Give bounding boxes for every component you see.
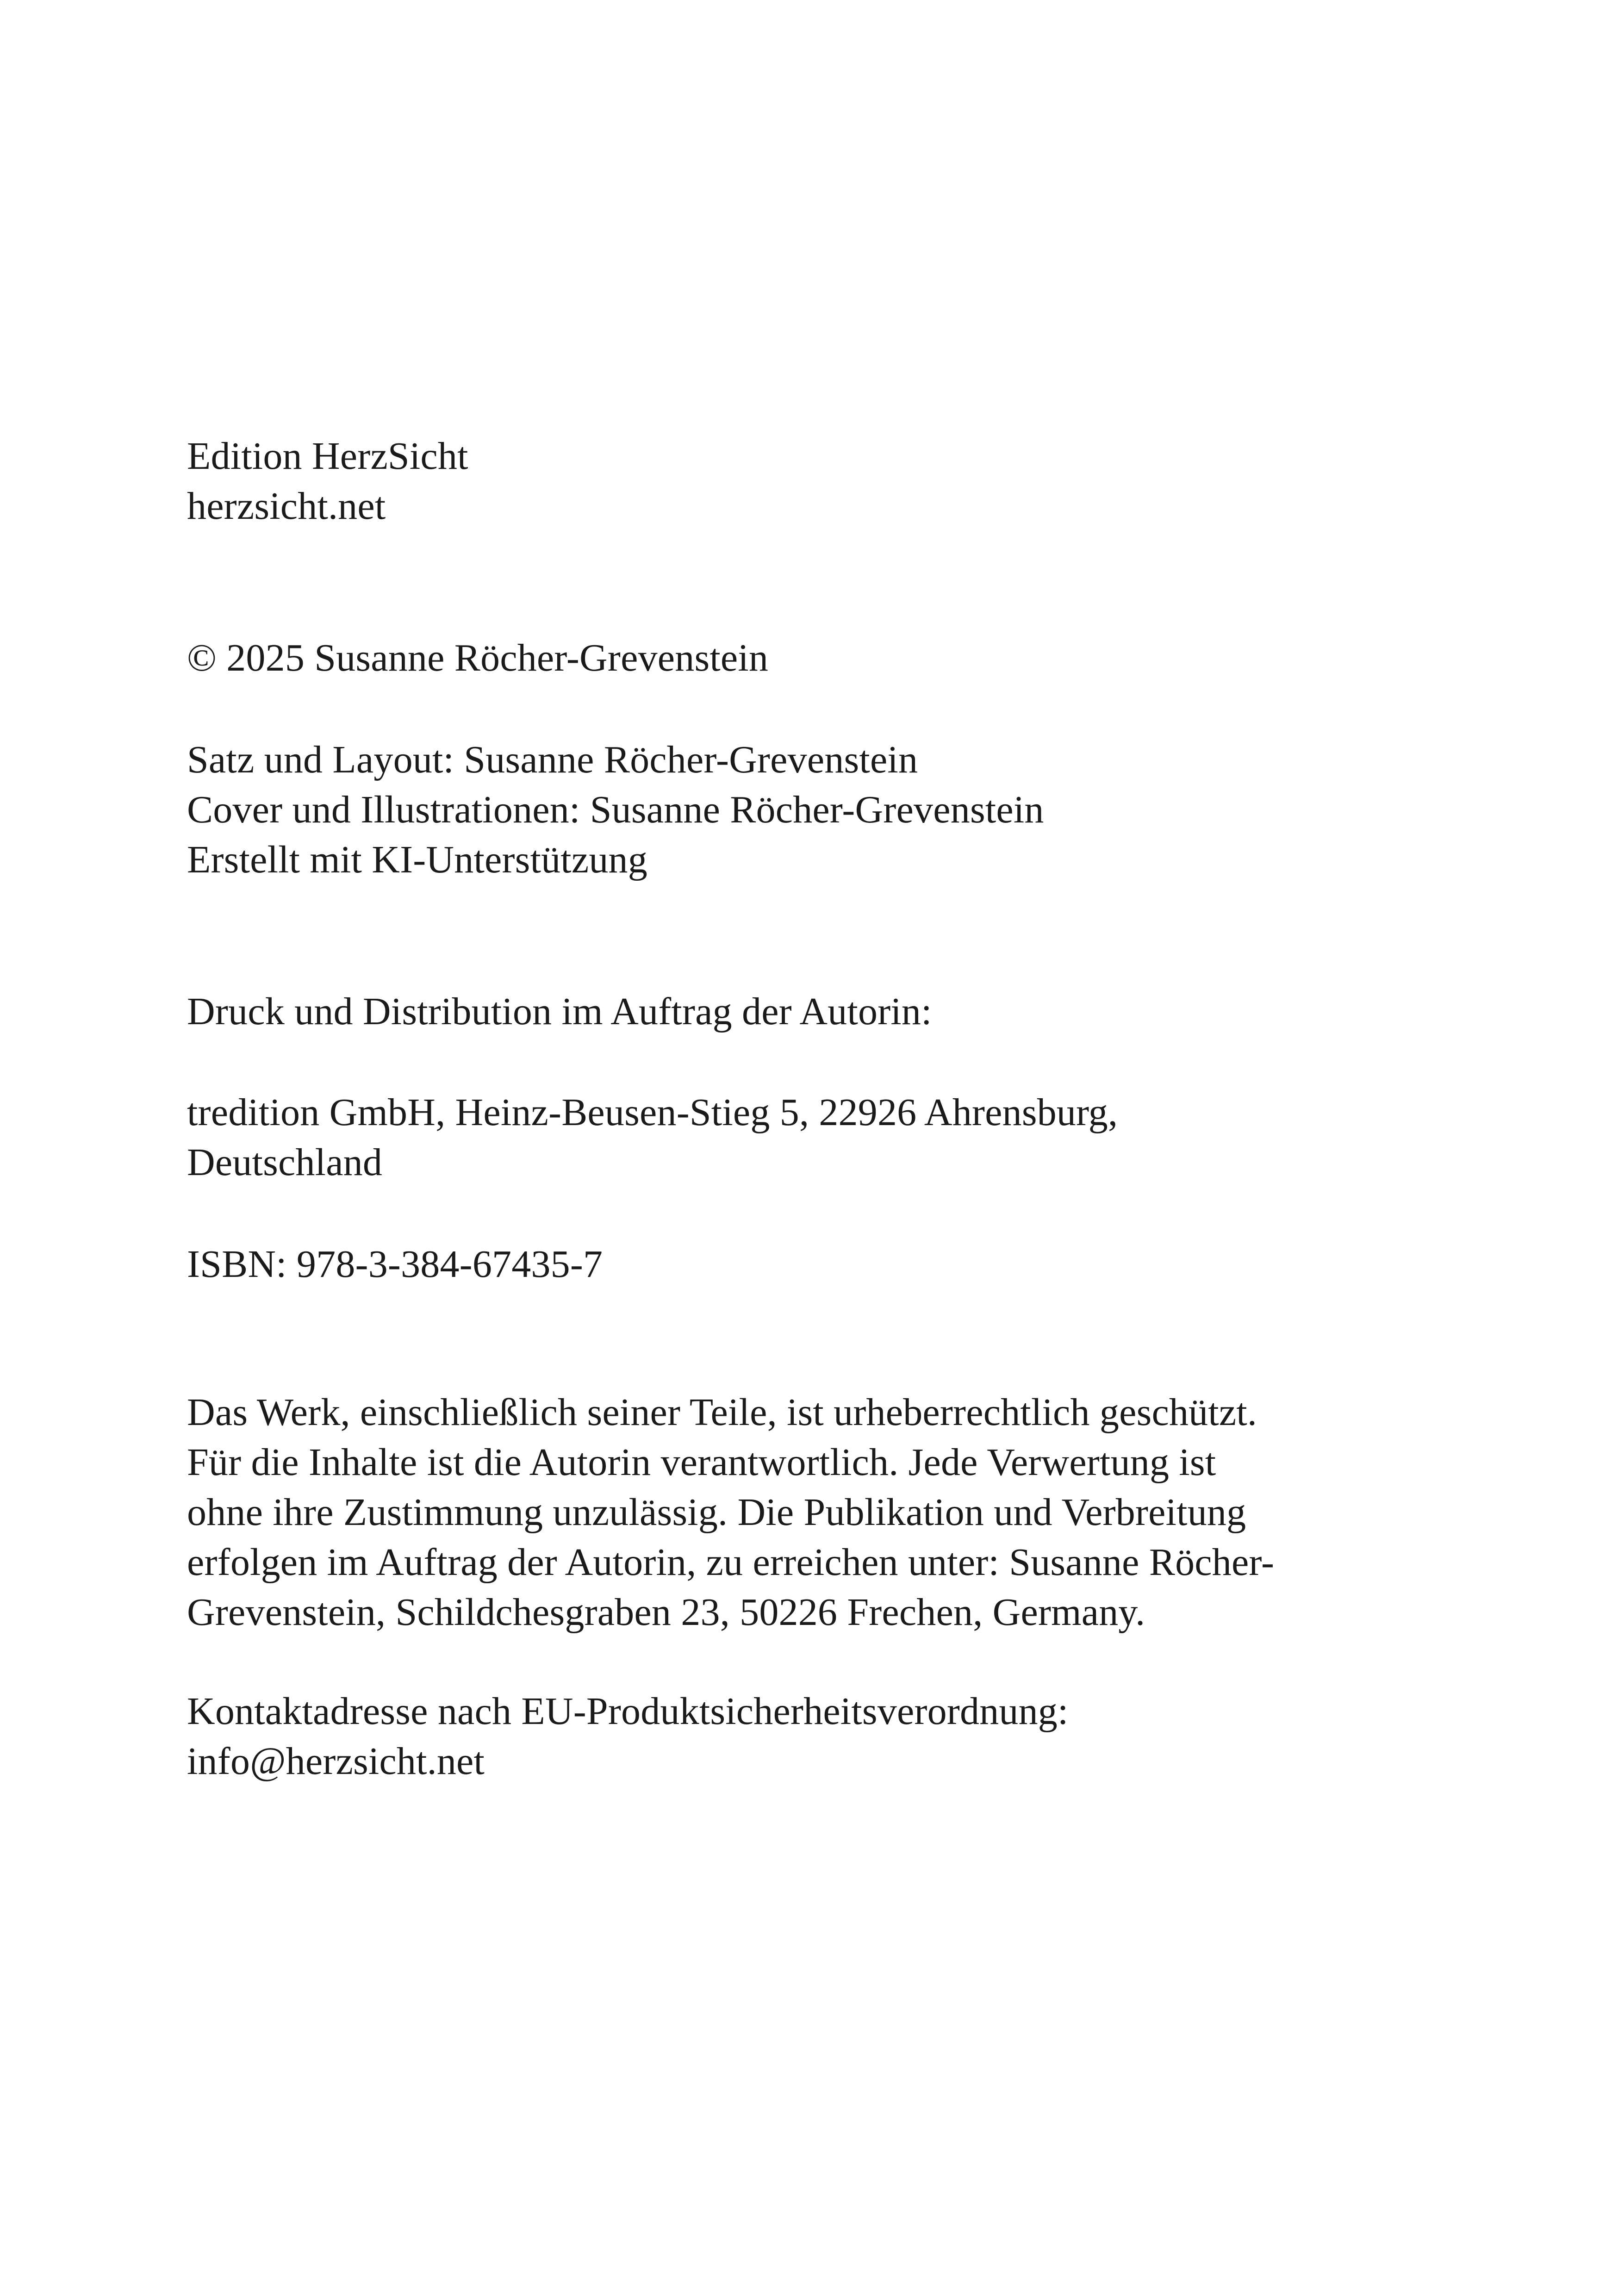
contact-label: Kontaktadresse nach EU-Produktsicherheitsverordnung: bbox=[187, 1690, 1069, 1733]
legal-notice-line: ohne ihre Zustimmung unzulässig. Die Publikation und Verbreitung bbox=[187, 1491, 1246, 1534]
copyright-block bbox=[187, 633, 1437, 683]
legal-notice-line: erfolgen im Auftrag der Autorin, zu erreichen unter: Susanne Röcher- bbox=[187, 1541, 1275, 1584]
contact-block bbox=[187, 1686, 1437, 1786]
publisher-name: Edition HerzSicht bbox=[187, 435, 468, 478]
printer-address-line: Deutschland bbox=[187, 1141, 383, 1184]
printing-heading: Druck und Distribution im Auftrag der Autorin: bbox=[187, 990, 932, 1033]
credits-block bbox=[187, 735, 1437, 885]
cover-credit: Cover und Illustrationen: Susanne Röcher-Grevenstein bbox=[187, 788, 1044, 831]
legal-notice-line: Das Werk, einschließlich seiner Teile, ist urheberrechtlich geschützt. bbox=[187, 1391, 1257, 1434]
copyright-notice: © 2025 Susanne Röcher-Grevenstein bbox=[187, 636, 769, 679]
ai-note: Erstellt mit KI-Unterstützung bbox=[187, 838, 647, 881]
printing-heading-block bbox=[187, 987, 1437, 1037]
printer-address-line: tredition GmbH, Heinz-Beusen-Stieg 5, 22926 Ahrensburg, bbox=[187, 1091, 1118, 1134]
isbn-block bbox=[187, 1239, 1437, 1289]
publisher-block bbox=[187, 431, 1437, 531]
legal-notice-line: Grevenstein, Schildchesgraben 23, 50226 Frechen, Germany. bbox=[187, 1591, 1145, 1634]
printer-address-block bbox=[187, 1088, 1437, 1188]
legal-notice-block bbox=[187, 1388, 1437, 1637]
publisher-website-link[interactable]: herzsicht.net bbox=[187, 485, 386, 528]
isbn-number: ISBN: 978-3-384-67435-7 bbox=[187, 1243, 603, 1286]
legal-notice-line: Für die Inhalte ist die Autorin verantwortlich. Jede Verwertung ist bbox=[187, 1441, 1216, 1484]
contact-email-link[interactable]: info@herzsicht.net bbox=[187, 1740, 485, 1783]
typesetting-credit: Satz und Layout: Susanne Röcher-Grevenstein bbox=[187, 738, 918, 781]
